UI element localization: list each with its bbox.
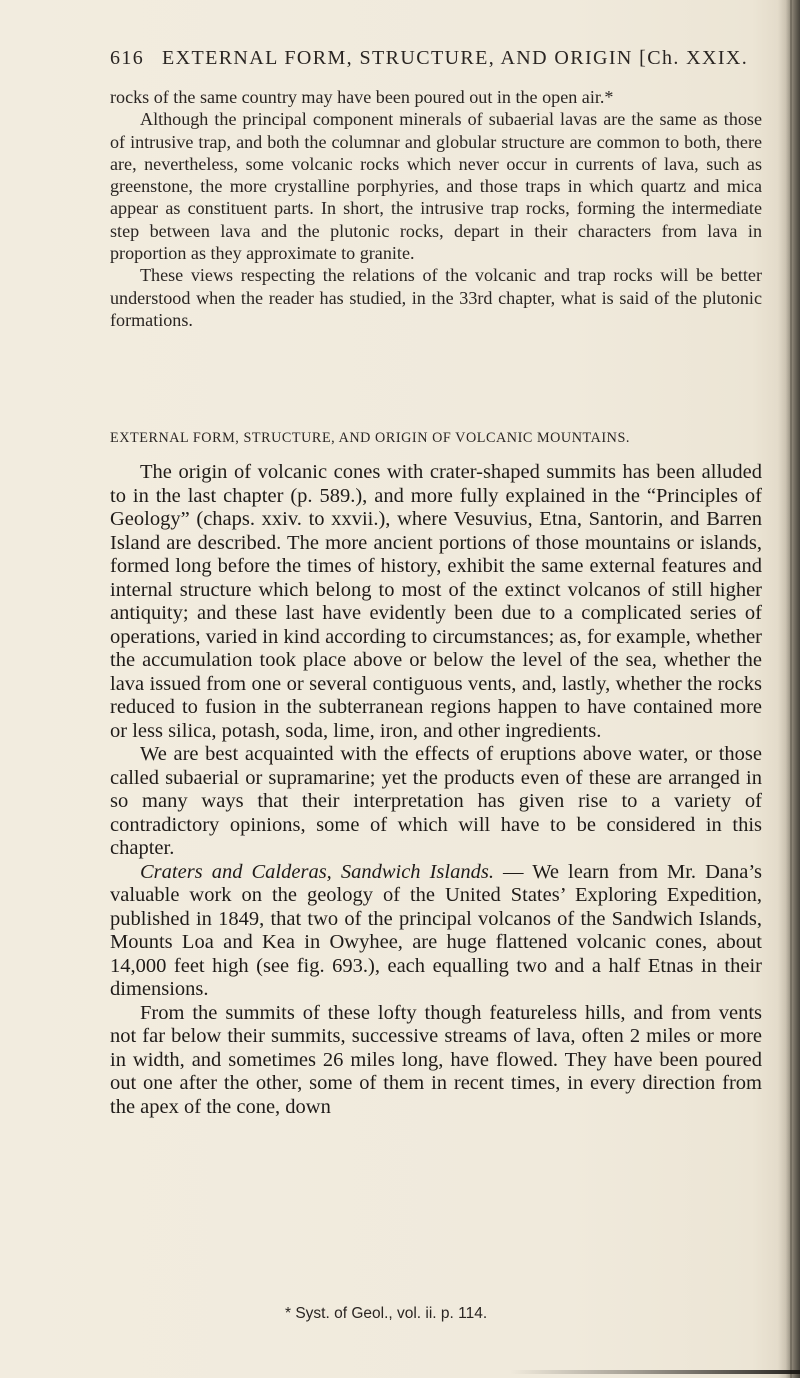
running-head-title: EXTERNAL FORM, STRUCTURE, AND ORIGIN [Ch. XXIX. (162, 47, 749, 69)
paragraph: We are best acquainted with the effects of eruptions above water, or those called subaerial or supramarine; yet the products even of these are arranged in so many ways that their interpretation has given rise to a variety of contradictory opinions, some of which will have to be considered in this chapter. (110, 743, 762, 859)
paragraph: rocks of the same country may have been poured out in the open air.* (110, 87, 614, 107)
paragraph: The origin of volcanic cones with crater-shaped summits has been alluded to in the last chapter (p. 589.), and more fully explained in the “Principles of Geology” (chaps. xxiv. to xxvii.), where Vesuvius, Etna, Santorin, and Barren Island are described. The more ancient portions of those mountains or islands, formed long before the times of history, exhibit the same external features and internal structure which belong to most of the extinct volcanos of still higher antiquity; and these last have evidently been due to a complicated series of operations, varied in kind according to circumstances; as, for example, whether the accumulation took place above or below the level of the sea, whether the lava issued from one or several contiguous vents, and, lastly, whether the rocks reduced to fusion in the subterranean regions happen to have contained more or less silica, potash, soda, lime, iron, and other ingredients. (110, 461, 762, 742)
intro-text (110, 86, 762, 331)
footnote: * Syst. of Geol., vol. ii. p. 114. (285, 1305, 488, 1322)
subsection-title: Craters and Calderas, Sandwich Islands. (140, 860, 494, 883)
section-heading: EXTERNAL FORM, STRUCTURE, AND ORIGIN OF VOLCANIC MOUNTAINS. (110, 430, 631, 446)
page-edge-line (790, 0, 792, 1378)
section-body (110, 461, 762, 1119)
page-number: 616 (110, 47, 145, 69)
bottom-edge-shadow (510, 1370, 800, 1374)
paragraph: Although the principal component minerals of subaerial lavas are the same as those of intrusive trap, and both the columnar and globular structure are common to both, there are, nevertheless, some volcanic rocks which never occur in currents of lava, such as greenstone, the more crystalline porphyries, and those traps in which quartz and mica appear as constituent parts. In short, the intrusive trap rocks, forming the intermediate step between lava and the plutonic rocks, depart in their characters from lava in proportion as they approximate to granite. (110, 109, 762, 264)
paragraph (110, 861, 762, 1002)
paragraph: These views respecting the relations of the volcanic and trap rocks will be better understood when the reader has studied, in the 33rd chapter, what is said of the plutonic formations. (110, 265, 762, 330)
page-gutter-shadow (778, 0, 800, 1378)
subsection-text: We learn from Mr. Dana’s valuable work on the geology of the United States’ Exploring Expedition, published in 1849, that two of the principal volcanos of the Sandwich Islands, Mounts Loa and Kea in Owyhee, are huge flattened volcanic cones, about 14,000 feet high (see fig. 693.), each equalling two and a half Etnas in their dimensions. (110, 860, 762, 1000)
em-dash: — (493, 860, 533, 883)
running-head (110, 47, 770, 81)
paragraph: From the summits of these lofty though featureless hills, and from vents not far below their summits, successive streams of lava, often 2 miles or more in width, and sometimes 26 miles long, have flowed. They have been poured out one after the other, some of them in recent times, in every direction from the apex of the cone, down (110, 1001, 762, 1118)
